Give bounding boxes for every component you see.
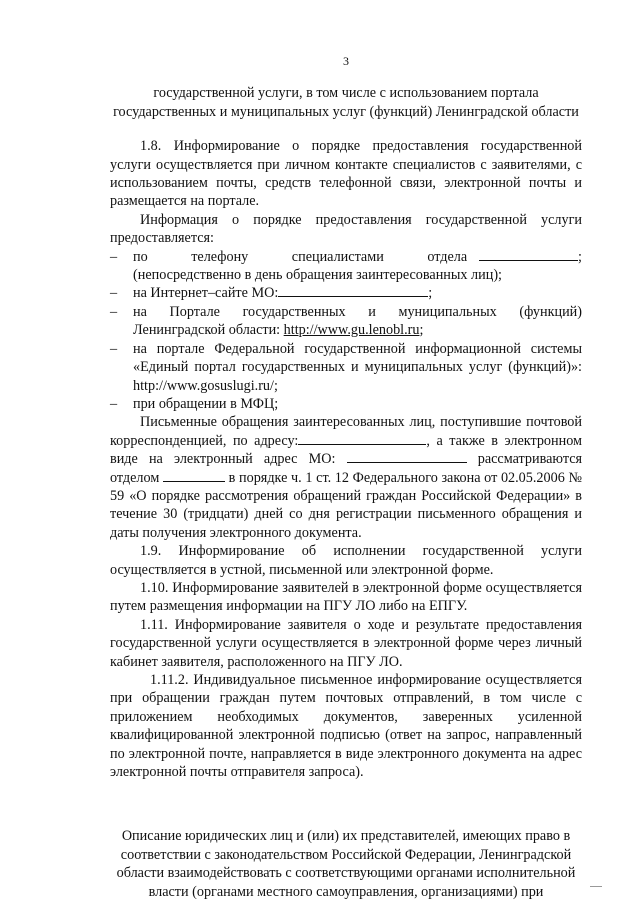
paragraph-1-11: 1.11. Информирование заявителя о ходе и результате предоставления государственной услуги осуществляется в электронной форме через личный кабинет заявителя, расположенного на ПГУ ЛО. xyxy=(110,616,582,670)
blank-field xyxy=(278,284,428,297)
section-heading-top xyxy=(110,84,582,121)
info-intro: Информация о порядке предоставления государственной услуги предоставляется: xyxy=(110,211,582,247)
paragraph-1-8: 1.8. Информирование о порядке предоставления государственной услуги осуществляется при личном контакте специалистов с заявителями, с использованием почты, средств телефонной связи, электронной почты и размещается на портале. xyxy=(110,138,582,210)
paragraph-written-requests: Письменные обращения заинтересованных лиц, поступившие почтовой корреспонденцией, по адресу: , а также в электронном виде на электронный адрес МО: рассматриваются отделом в порядке ч. 1 ст. 12 Федерального закона от 02.05.2006 № 59 «О порядке рассмотрения обращений граждан Российской Федерации» в течение 30 (тридцати) дней со дня регистрации письменного обращения и даты получения электронного документа. xyxy=(110,414,583,541)
blank-field xyxy=(479,248,578,261)
internet-text: на Интернет–сайте МО: xyxy=(133,285,279,302)
portal-link[interactable]: http://www.gu.lenobl.ru xyxy=(283,322,420,339)
list-item-portal: – на Порталe государственных и муниципальных (функций) Ленинградской области: http://www.gu.lenobl.ru; xyxy=(110,303,582,339)
blank-field xyxy=(298,432,426,445)
paragraph-1-11-2: 1.11.2. Индивидуальное письменное информирование осуществляется при обращении граждан путем почтовых отправлений, в том числе с приложением необходимых документов, заверенных усиленной квалифицированной электронной подписью (ответ на запрос, направленный по электронной почте, направляется в виде электронного документа на адрес электронной почты отправителя запроса). xyxy=(110,672,582,781)
list-dash: – xyxy=(110,248,118,265)
section-heading-bottom: Описание юридических лиц и (или) их представителей, имеющих право в соответствии с законодательством Российской Федерации, Ленинградской области взаимодействовать с соответствующими органами исполнительной власти (органами местного самоуправления, организациями) при xyxy=(116,828,576,900)
page-number: 3 xyxy=(343,54,349,68)
scan-mark xyxy=(590,886,602,887)
heading-line-1: государственной услуги, в том числе с использованием портала xyxy=(153,85,539,102)
document-page xyxy=(110,52,582,901)
heading-line-2: государственных и муниципальных услуг (функций) Ленинградской области xyxy=(113,103,579,120)
paragraph-1-10: 1.10. Информирование заявителей в электронной форме осуществляется путем размещения информации на ПГУ ЛО либо на ЕПГУ. xyxy=(110,579,582,615)
list-item-phone: – по телефону специалистами отдела ; (непосредственно в день обращения заинтересованных лиц); xyxy=(110,248,582,284)
list-item-internet: – на Интернет–сайте МО: ; xyxy=(110,285,433,302)
mfc-text: при обращении в МФЦ; xyxy=(133,395,279,412)
list-item-mfc: – при обращении в МФЦ; xyxy=(110,395,582,413)
blank-field xyxy=(347,450,467,463)
paragraph-1-9: 1.9. Информирование об исполнении государственной услуги осуществляется в устной, письменной или электронной форме. xyxy=(110,543,582,578)
phone-note: (непосредственно в день обращения заинтересованных лиц); xyxy=(133,267,502,284)
list-item-epgu: – на портале Федеральной государственной информационной системы «Единый портал государственных и муниципальных услуг (функций)»: http://www.gosuslugi.ru/; xyxy=(110,340,582,394)
epgu-text: на портале Федеральной государственной информационной системы «Единый портал государственных и муниципальных услуг (функций)»: http://www.gosuslugi.ru/; xyxy=(133,340,582,394)
blank-field xyxy=(163,469,225,482)
phone-text: по телефону специалистами отдела xyxy=(133,248,468,265)
portal-text: на Порталe государственных и муниципальных (функций) Ленинградской области: xyxy=(133,303,582,339)
